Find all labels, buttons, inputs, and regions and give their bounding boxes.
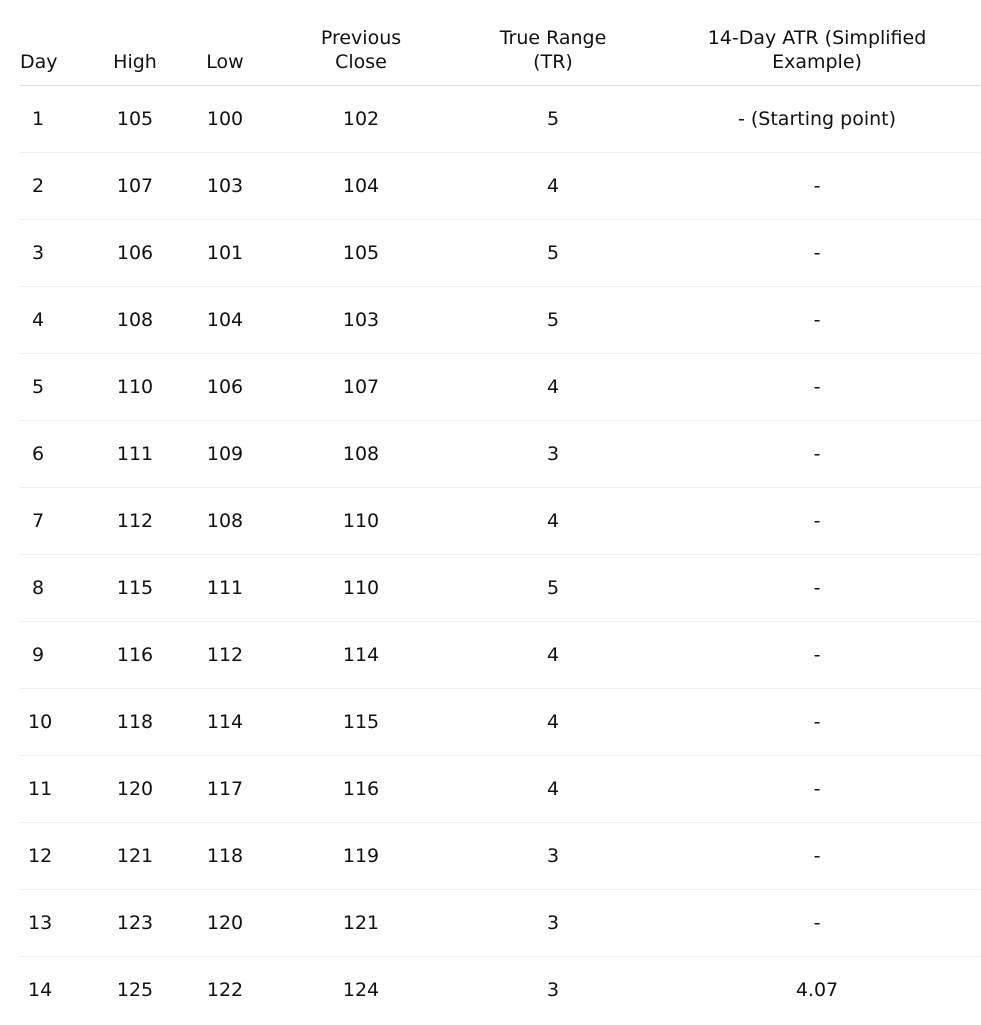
cell-atr: - (654, 286, 980, 353)
cell-true-range: 5 (452, 85, 654, 152)
cell-day: 12 (20, 822, 90, 889)
cell-high: 116 (90, 621, 180, 688)
cell-atr: - (654, 219, 980, 286)
cell-low: 112 (180, 621, 270, 688)
cell-previous-close: 102 (270, 85, 452, 152)
cell-day: 14 (28, 978, 53, 1001)
table-body (20, 85, 980, 1023)
cell-true-range: 4 (452, 688, 654, 755)
cell-high: 105 (90, 85, 180, 152)
cell-high: 106 (90, 219, 180, 286)
cell-low: 104 (180, 286, 270, 353)
cell-day: 4 (20, 286, 90, 353)
cell-previous-close: 119 (270, 822, 452, 889)
cell-atr: - (654, 822, 980, 889)
cell-atr: - (654, 621, 980, 688)
cell-previous-close: 108 (270, 420, 452, 487)
cell-day: 1 (20, 85, 90, 152)
cell-true-range: 3 (452, 420, 654, 487)
header-atr: 14-Day ATR (Simplified Example) (654, 0, 980, 85)
cell-day: 5 (20, 353, 90, 420)
table-row (20, 152, 980, 219)
table-row (20, 85, 980, 152)
cell-low: 106 (180, 353, 270, 420)
cell-atr: - (Starting point) (654, 85, 980, 152)
cell-atr: - (654, 554, 980, 621)
cell-true-range: 4 (452, 353, 654, 420)
cell-previous-close: 103 (270, 286, 452, 353)
cell-previous-close: 105 (270, 219, 452, 286)
cell-high: 123 (90, 889, 180, 956)
cell-day: 11 (20, 755, 90, 822)
cell-high: 120 (90, 755, 180, 822)
table-row (20, 956, 980, 1023)
table-row (20, 755, 980, 822)
header-high: High (90, 0, 180, 85)
cell-true-range: 4 (452, 621, 654, 688)
cell-true-range: 4 (452, 755, 654, 822)
table-row (20, 621, 980, 688)
cell-previous-close: 107 (270, 353, 452, 420)
cell-atr: - (654, 152, 980, 219)
cell-high: 108 (90, 286, 180, 353)
cell-high: 111 (90, 420, 180, 487)
atr-table (20, 0, 980, 1023)
cell-atr: - (654, 487, 980, 554)
cell-low: 114 (180, 688, 270, 755)
cell-day: 2 (20, 152, 90, 219)
cell-low: 101 (180, 219, 270, 286)
cell-previous-close: 124 (342, 978, 380, 1001)
cell-high: 110 (90, 353, 180, 420)
cell-low: 111 (180, 554, 270, 621)
header-low: Low (180, 0, 270, 85)
table-row (20, 353, 980, 420)
cell-true-range: 5 (452, 219, 654, 286)
cell-day: 13 (20, 889, 90, 956)
table-row (20, 219, 980, 286)
header-previous-close: Previous Close (270, 0, 452, 85)
cell-atr: 4.07 (795, 978, 839, 1001)
cell-previous-close: 115 (270, 688, 452, 755)
table-row (20, 688, 980, 755)
cell-high: 125 (116, 978, 154, 1001)
cell-high: 115 (90, 554, 180, 621)
cell-true-range: 4 (452, 152, 654, 219)
cell-previous-close: 104 (270, 152, 452, 219)
cell-previous-close: 110 (270, 554, 452, 621)
header-day: Day (20, 0, 90, 85)
table-row (20, 487, 980, 554)
table-row (20, 889, 980, 956)
cell-previous-close: 110 (270, 487, 452, 554)
cell-low: 117 (180, 755, 270, 822)
cell-true-range: 3 (452, 822, 654, 889)
cell-day: 3 (20, 219, 90, 286)
cell-day: 7 (20, 487, 90, 554)
cell-day: 6 (20, 420, 90, 487)
cell-atr: - (654, 353, 980, 420)
cell-high: 118 (90, 688, 180, 755)
cell-true-range: 4 (452, 487, 654, 554)
cell-high: 107 (90, 152, 180, 219)
cell-previous-close: 121 (270, 889, 452, 956)
cell-atr: - (654, 889, 980, 956)
cell-high: 112 (90, 487, 180, 554)
cell-atr: - (654, 420, 980, 487)
cell-day: 8 (20, 554, 90, 621)
cell-low: 103 (180, 152, 270, 219)
cell-low: 109 (180, 420, 270, 487)
cell-low: 122 (206, 978, 244, 1001)
cell-low: 108 (180, 487, 270, 554)
cell-true-range: 3 (546, 978, 560, 1001)
table-row (20, 822, 980, 889)
table-header (20, 0, 980, 85)
table-row (20, 554, 980, 621)
table-row (20, 286, 980, 353)
cell-previous-close: 114 (270, 621, 452, 688)
table-row (20, 420, 980, 487)
cell-atr: - (654, 688, 980, 755)
cell-previous-close: 116 (270, 755, 452, 822)
cell-low: 100 (180, 85, 270, 152)
cell-low: 120 (180, 889, 270, 956)
cell-true-range: 5 (452, 286, 654, 353)
cell-low: 118 (180, 822, 270, 889)
cell-day: 9 (20, 621, 90, 688)
header-true-range: True Range (TR) (452, 0, 654, 85)
cell-atr: - (654, 755, 980, 822)
cell-day: 10 (20, 688, 90, 755)
cell-true-range: 3 (452, 889, 654, 956)
header-row (20, 0, 980, 85)
atr-table-container (20, 0, 980, 1023)
cell-true-range: 5 (452, 554, 654, 621)
cell-high: 121 (90, 822, 180, 889)
